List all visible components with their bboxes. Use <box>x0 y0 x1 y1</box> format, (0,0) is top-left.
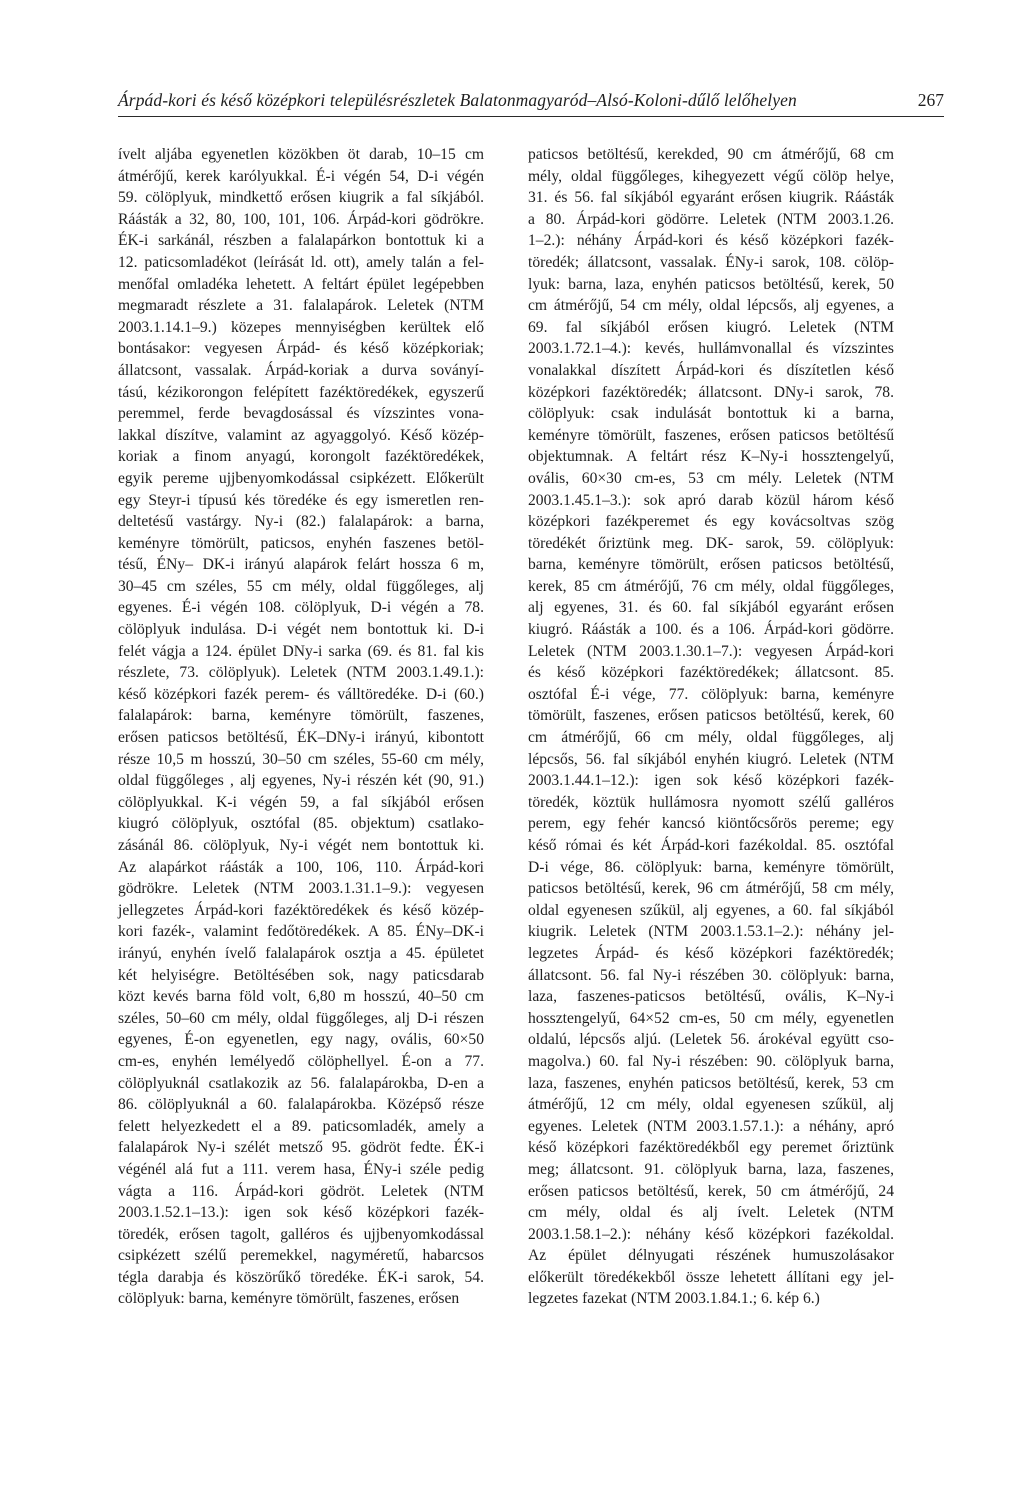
text-line: állatcsont, vassalak. Árpád-koriak a durva soványí- <box>118 361 484 379</box>
text-line: 1–2.): néhány Árpád-kori és késő középkori fazék- <box>528 232 894 250</box>
text-line: cm átmérőjű, 54 cm mély, oldal lépcsős, alj egyenes, a <box>528 297 894 315</box>
text-line: tású, kézikorongon felépített fazéktöredékek, egyszerű <box>118 383 484 401</box>
text-line: 59. cölöplyuk, mindkettő erősen kiugrik a fal síkjából. <box>118 189 484 207</box>
text-line: cölöplyuk: csak indulását bontottuk ki a barna, <box>528 405 894 423</box>
text-line: cm-es, enyhén lemélyedő cölöphellyel. É-on a 77. <box>118 1052 484 1070</box>
text-line: cölöplyuk: barna, keményre tömörült, faszenes, erősen <box>118 1290 460 1308</box>
running-title: Árpád-kori és késő középkori településrészletek Balatonmagyaród–Alsó-Koloni-dűlő lelőhelyen <box>118 90 797 110</box>
text-line: kori fazék-, valamint fedőtöredékek. A 85. ÉNy–DK-i <box>118 923 484 941</box>
text-line: kerek, 85 cm átmérőjű, 76 cm mély, oldal függőleges, <box>528 577 894 595</box>
text-line: meg; állatcsont. 91. cölöplyuk barna, laza, faszenes, <box>528 1160 894 1178</box>
text-line: késő középkori fazéktöredékből egy peremet őriztünk <box>528 1139 894 1157</box>
text-line: 2003.1.44.1–12.): igen sok késő középkori fazék- <box>528 772 894 790</box>
text-line: töredék, erősen tagolt, galléros és ujjbenyomkodással <box>118 1225 484 1243</box>
text-line: koriak a finom anyagú, korongolt fazéktöredékek, <box>118 448 484 466</box>
text-line: ÉK-i sarkánál, részben a falalapárkon bontottuk ki a <box>118 232 484 250</box>
text-line: töredék; állatcsont, vassalak. ÉNy-i sarok, 108. cölöp- <box>528 253 894 271</box>
text-column-right <box>528 144 894 1310</box>
text-line: cm átmérőjű, 66 cm mély, oldal függőleges, alj <box>528 729 894 747</box>
text-line: objektumnak. A feltárt rész K–Ny-i hossztengelyű, <box>528 448 894 466</box>
text-line: oldal egyenesen szűkül, alj egyenes, a 60. fal síkjából <box>528 901 894 919</box>
text-line: zásánál 86. cölöplyuk, Ny-i végét nem bontottuk ki. <box>118 837 484 854</box>
text-line: paticsos betöltésű, kerek, 96 cm átmérőjű, 58 cm mély, <box>528 880 894 898</box>
text-line: cölöplyuknál csatlakozik az 56. falalapárokba, D-en a <box>118 1074 484 1092</box>
text-line: legzetes Árpád- és késő középkori fazéktöredék; <box>528 944 894 962</box>
text-line: cölöplyukkal. K-i végén 59, a fal síkjából erősen <box>118 793 484 811</box>
text-line: 31. és 56. fal síkjából egyaránt erősen kiugrik. Ráásták <box>528 189 894 207</box>
text-line: 12. paticsomladékot (leírását ld. ott), amely talán a fel- <box>118 253 484 271</box>
text-line: tésű, ÉNy– DK-i irányú alapárok felárt hossza 6 m, <box>118 556 484 574</box>
text-line: 2003.1.52.1–13.): igen sok késő középkori fazék- <box>118 1204 484 1222</box>
text-line: 86. cölöplyuknál a 60. falalapárokba. Középső része <box>118 1096 484 1114</box>
text-line: kiugrik. Leletek (NTM 2003.1.53.1–2.): néhány jel- <box>528 923 894 941</box>
text-line: középkori fazéktöredék; állatcsont. DNy-i sarok, 78. <box>528 383 894 401</box>
text-line: felét vágja a 124. épület DNy-i sarka (69. és 81. fal kis <box>118 642 484 660</box>
text-line: ívelt aljába egyenetlen közökben öt darab, 10–15 cm <box>118 146 484 163</box>
text-line: egyenes, É-on egyenetlen, egy nagy, ovális, 60×50 <box>118 1031 484 1049</box>
text-line: hossztengelyű, 64×52 cm-es, 50 cm mély, egyenetlen <box>528 1009 894 1027</box>
text-line: magolva.) 60. fal Ny-i részében: 90. cölöplyuk barna, <box>528 1052 894 1070</box>
text-line: keményre tömörült, faszenes, erősen paticsos betöltésű <box>528 426 894 444</box>
text-line: cölöplyuk indulása. D-i végét nem bontottuk ki. D-i <box>118 621 484 639</box>
text-line: előkerült töredékekből össze lehetett állítani egy jel- <box>528 1268 894 1286</box>
text-line: középkori fazékperemet és egy kovácsoltvas szög <box>528 513 894 531</box>
text-line: egyenes. Leletek (NTM 2003.1.57.1.): a néhány, apró <box>528 1117 894 1135</box>
text-line: két helyiségre. Betöltésében sok, nagy paticsdarab <box>118 966 484 984</box>
text-line: 2003.1.14.1–9.) közepes mennyiségben kerültek elő <box>118 318 484 336</box>
text-line: lépcsős, 56. fal síkjából enyhén kiugró. Leletek (NTM <box>528 750 894 768</box>
text-line: a 80. Árpád-kori gödörre. Leletek (NTM 2003.1.26. <box>528 210 894 228</box>
text-line: töredékét őriztünk meg. DK- sarok, 59. cölöplyuk: <box>528 534 894 552</box>
text-line: egyik pereme ujjbenyomkodással csipkézett. Előkerült <box>118 469 484 487</box>
text-line: erősen paticsos betöltésű, ÉK–DNy-i irányú, kibontott <box>118 729 484 747</box>
text-line: felett helyezkedett el a 89. paticsomladék, amely a <box>118 1117 484 1135</box>
text-line: peremmel, ferde bevagdosással és vízszintes vona- <box>118 405 484 423</box>
text-line: Az épület délnyugati részének humuszolásakor <box>528 1247 894 1265</box>
text-line: kiugró. Ráásták a 100. és a 106. Árpád-kori gödörre. <box>528 621 894 639</box>
text-line: oldal függőleges , alj egyenes, Ny-i részén két (90, 91.) <box>118 772 484 790</box>
text-line: falalapárok Ny-i szélét metsző 95. gödröt fedte. ÉK-i <box>118 1139 484 1157</box>
text-line: falalapárok: barna, keményre tömörült, faszenes, <box>118 707 484 725</box>
text-line: Az alapárkot ráásták a 100, 106, 110. Árpád-kori <box>118 858 484 876</box>
text-line: laza, faszenes-paticsos betöltésű, ovális, K–Ny-i <box>528 988 894 1006</box>
text-line: megmaradt részlete a 31. falalapárok. Leletek (NTM <box>118 297 484 315</box>
text-line: gödrökre. Leletek (NTM 2003.1.31.1–9.): vegyesen <box>118 880 484 898</box>
text-line: legzetes fazekat (NTM 2003.1.84.1.; 6. kép 6.) <box>528 1290 820 1308</box>
text-line: 2003.1.58.1–2.): néhány késő középkori fazékoldal. <box>528 1225 894 1243</box>
text-line: Leletek (NTM 2003.1.30.1–7.): vegyesen Árpád-kori <box>528 642 894 660</box>
text-line: részlete, 73. cölöplyuk). Leletek (NTM 2003.1.49.1.): <box>118 664 484 682</box>
text-line: lakkal díszítve, valamint az agyaggolyó. Késő közép- <box>118 426 484 444</box>
text-line: töredék, köztük hullámosra nyomott szélű galléros <box>528 793 894 811</box>
text-line: irányú, enyhén ívelő falalapárok osztja a 45. épületet <box>118 944 484 962</box>
text-line: késő középkori fazék perem- és válltöredéke. D-i (60.) <box>118 685 484 703</box>
text-line: tömörült, faszenes, erősen paticsos betöltésű, kerek, 60 <box>528 707 894 725</box>
text-line: állatcsont. 56. fal Ny-i részében 30. cölöplyuk: barna, <box>528 966 894 984</box>
text-line: laza, faszenes, enyhén paticsos betöltésű, kerek, 53 cm <box>528 1074 894 1092</box>
text-line: 69. fal síkjából erősen kiugró. Leletek (NTM <box>528 318 894 336</box>
text-line: menőfal omladéka lehetett. A feltárt épület legépebben <box>118 275 484 293</box>
text-line: és késő középkori fazéktöredékek; állatcsont. 85. <box>528 664 894 682</box>
text-line: paticsos betöltésű, kerekded, 90 cm átmérőjű, 68 cm <box>528 146 894 163</box>
text-line: keményre tömörült, paticsos, enyhén faszenes betöl- <box>118 534 484 552</box>
text-line: átmérőjű, 12 cm mély, oldal egyenesen szűkül, alj <box>528 1096 894 1114</box>
text-line: bontásakor: vegyesen Árpád- és késő középkoriak; <box>118 340 484 358</box>
text-line: tégla darabja és köszörűkő töredéke. ÉK-i sarok, 54. <box>118 1268 484 1286</box>
text-line: kiugró cölöplyuk, osztófal (85. objektum) csatlako- <box>118 815 484 833</box>
text-line: alj egyenes, 31. és 60. fal síkjából egyaránt erősen <box>528 599 894 617</box>
page-number: 267 <box>917 90 944 110</box>
text-line: része 10,5 m hosszú, 30–50 cm széles, 55-60 cm mély, <box>118 750 484 768</box>
text-column-left <box>118 144 484 1310</box>
text-line: 2003.1.72.1–4.): kevés, hullámvonallal és vízszintes <box>528 340 894 358</box>
text-line: deltetésű vastárgy. Ny-i (82.) falalapárok: a barna, <box>118 513 484 531</box>
text-line: 30–45 cm széles, 55 cm mély, oldal függőleges, alj <box>118 577 484 595</box>
text-line: D-i vége, 86. cölöplyuk: barna, keményre tömörült, <box>528 858 894 876</box>
text-line: perem, egy fehér kancsó kiöntőcsőrös pereme; egy <box>528 815 894 833</box>
text-line: átmérőjű, kerek karólyukkal. É-i végén 54, D-i végén <box>118 167 484 185</box>
text-line: ovális, 60×30 cm-es, 53 cm mély. Leletek (NTM <box>528 469 894 487</box>
running-header <box>118 86 944 117</box>
text-line: végénél alá fut a 111. verem hasa, ÉNy-i széle pedig <box>118 1160 484 1178</box>
text-line: mély, oldal függőleges, kihegyezett végű cölöp helye, <box>528 167 894 185</box>
text-line: széles, 50–60 cm mély, oldal függőleges, alj D-i részen <box>118 1009 484 1027</box>
text-line: egy Steyr-i típusú kés töredéke és egy ismeretlen ren- <box>118 491 484 509</box>
text-line: vágta a 116. Árpád-kori gödröt. Leletek (NTM <box>118 1182 484 1200</box>
text-line: barna, keményre tömörült, erősen paticsos betöltésű, <box>528 556 894 574</box>
text-line: cm mély, oldal és alj ívelt. Leletek (NTM <box>528 1204 894 1222</box>
text-line: késő római és két Árpád-kori fazékoldal. 85. osztófal <box>528 837 894 854</box>
text-line: vonalakkal díszített Árpád-kori és díszítetlen késő <box>528 361 894 379</box>
text-line: lyuk: barna, laza, enyhén paticsos betöltésű, kerek, 50 <box>528 275 894 293</box>
text-line: erősen paticsos betöltésű, kerek, 50 cm átmérőjű, 24 <box>528 1182 894 1200</box>
text-line: csipkézett szélű peremekkel, nagyméretű, habarcsos <box>118 1247 484 1265</box>
text-line: közt kevés barna föld volt, 6,80 m hosszú, 40–50 cm <box>118 988 484 1006</box>
text-line: Ráásták a 32, 80, 100, 101, 106. Árpád-kori gödrökre. <box>118 210 484 228</box>
text-line: jellegzetes Árpád-kori fazéktöredékek és késő közép- <box>118 901 484 919</box>
text-line: oldalú, lépcsős aljú. (Leletek 56. árokéval együtt cso- <box>528 1031 894 1049</box>
text-line: egyenes. É-i végén 108. cölöplyuk, D-i végén a 78. <box>118 599 484 617</box>
text-line: 2003.1.45.1–3.): sok apró darab közül három késő <box>528 491 894 509</box>
text-line: osztófal É-i vége, 77. cölöplyuk: barna, keményre <box>528 685 894 703</box>
